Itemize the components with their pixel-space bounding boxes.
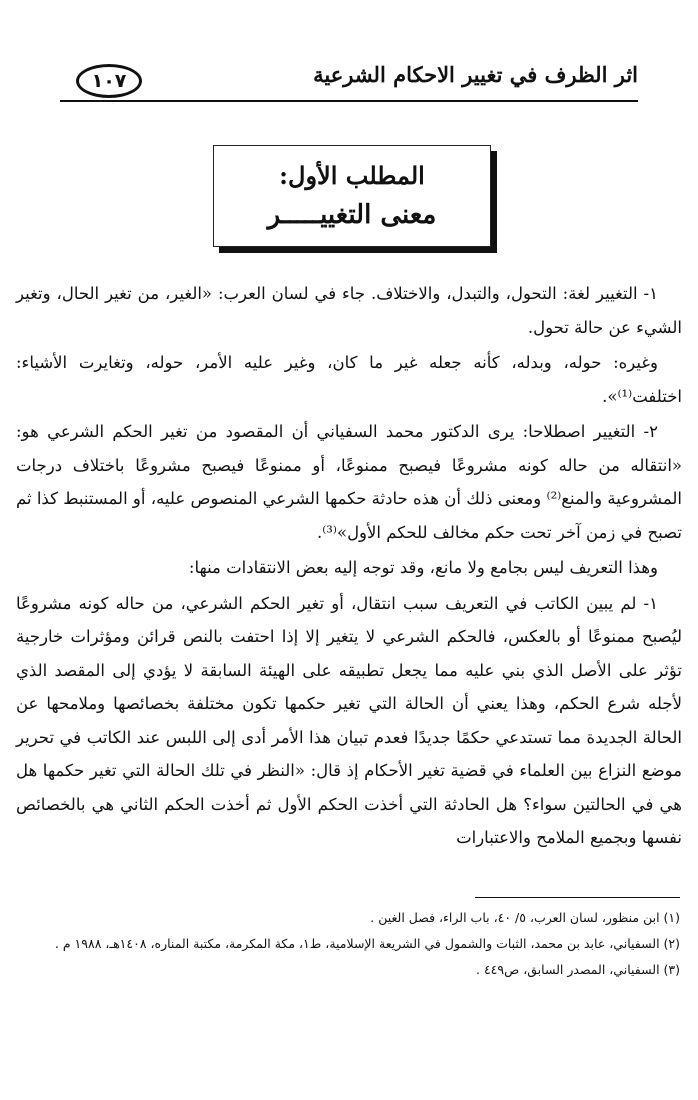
paragraph-linguistic-definition: ١- التغيير لغة: التحول، والتبدل، والاختلاف. جاء في لسان العرب: «الغير، من تغير الحال، وتغير الشيء عن حالة تحول.	[16, 284, 682, 337]
footnotes	[18, 905, 680, 983]
section-title-box	[213, 145, 491, 247]
page-number-oval	[76, 64, 142, 98]
footnote: (١) ابن منظور، لسان العرب، ٥/ ٤٠، باب الراء، فصل الغين .	[370, 910, 680, 925]
body-text	[16, 277, 682, 857]
section-subheading: معنى التغييـــــر	[267, 200, 437, 230]
footnote: (٣) السفياني، المصدر السابق، ص٤٤٩ .	[476, 962, 680, 977]
paragraph-technical-definition: ٢- التغيير اصطلاحا: يرى الدكتور محمد السفياني أن المقصود من تغير الحكم الشرعي هو: «انتقاله من حاله كونه مشروعًا فيصبح ممنوعًا، أو ممنوعًا فيصبح مشروعًا باختلاف درجات المشروعية والمنع⁽²⁾ ومعنى ذلك أن هذه حادثة حكمها الشرعي المنصوص عليه، أو المستنبط كذا ثم تصبح في زمن آخر تحت حكم مخالف للحكم الأول»⁽³⁾.	[16, 422, 682, 542]
paragraph-critique-one: ١- لم يبين الكاتب في التعريف سبب انتقال، أو تغير الحكم الشرعي، من حاله كونه مشروعًا ليُصبح ممنوعًا أو بالعكس، فالحكم الشرعي لا يتغير إلا إذا احتفت بالنص قرائن ومؤثرات خارجية تؤثر على الأصل الذي بني عليه مما يجعل تطبيقه على الهيئة السابقة لا يؤدي إلى المقصد الذي لأجله شرع الحكم، وهذا يعني أن الحالة التي تغير حكمها تكون مختلفة بخصائصها وملامحها عن الحالة الجديدة مما تستدعي حكمًا جديدًا فعدم تبيان هذا الأمر أدى إلى اللبس عند الكاتب في تحرير موضع النزاع بين العلماء في قضية تغير الأحكام إذ قال: «النظر في تلك الحالة التي تغير حكمها هل هي في الحالتين سواء؟ هل الحادثة التي أخذت الحكم الأول ثم أخذت الحكم الثاني هي بالخصائص نفسها وبجميع الملامح والاعتبارات	[16, 593, 682, 847]
page-number: ١٠٧	[91, 70, 127, 92]
section-heading: المطلب الأول:	[279, 161, 425, 190]
running-title: اثر الظرف في تغيير الاحكام الشرعية	[313, 62, 638, 87]
paragraph-linguistic-continued: وغيره: حوله، وبدله، كأنه جعله غير ما كان، وغير عليه الأمر، حوله، وتغايرت الأشياء: اختلفت⁽¹⁾».	[16, 353, 682, 406]
footnote-separator	[475, 897, 680, 898]
header-rule	[60, 100, 638, 102]
footnote: (٢) السفياني، عابد بن محمد، الثبات والشمول في الشريعة الإسلامية، ط١، مكة المكرمة، مكتبة المناره، ١٤٠٨هـ، ١٩٨٨ م .	[54, 936, 680, 951]
paragraph-critique-intro: وهذا التعريف ليس بجامع ولا مانع، وقد توجه إليه بعض الانتقادات منها:	[188, 558, 658, 577]
